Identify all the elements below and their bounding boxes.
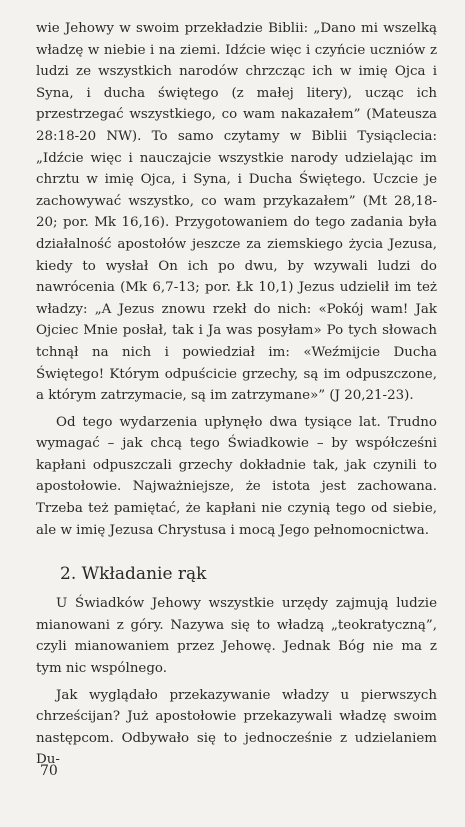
paragraph: Od tego wydarzenia upłynęło dwa tysiące lat. Trudno wymagać – jak chcą tego Świadkowie – by współcześni kapłani odpuszczali grzechy dokładnie tak, jak czynili to apostołowie. Najważniejsze, że istota jest zachowana. Trzeba też pamiętać, że kapłani nie czynią tego od siebie, ale w imię Jezusa Chrystusa i mocą Jego pełnomocnictwa. [36,414,437,538]
page-number: 70 [40,763,58,779]
paragraph: Jak wyglądało przekazywanie władzy u pierwszych chrześcijan? Już apostołowie przekazywali władzę swoim następcom. Odbywało się to jednocześnie z udzielaniem Du- [36,687,437,768]
paragraph-continued: wie Jehowy w swoim przekładzie Biblii: „Dano mi wszelką władzę w niebie i na ziemi. Idźcie więc i czyńcie uczniów z ludzi ze wszystkich narodów chrzcząc ich w imię Ojca i Syna, i ducha świętego (z małej litery), ucząc ich przestrzegać wszystkiego, co wam nakazałem” (Mateusza 28:18-20 NW). To samo czytamy w Biblii Tysiąclecia: „Idźcie więc i nauczajcie wszystkie narody udzielając im chrztu w imię Ojca, i Syna, i Ducha Świętego. Uczcie je zachowywać wszystko, co wam przykazałem” (Mt 28,18-20; por. Mk 16,16). Przygotowaniem do tego zadania była działalność apostołów jeszcze za ziemskiego życia Jezusa, kiedy to wysłał On ich po dwu, by wzywali ludzi do nawrócenia (Mk 6,7-13; por. Łk 10,1) Jezus udzielił im też władzy: „A Jezus znowu rzekł do nich: «Pokój wam! Jak Ojciec Mnie posłał, tak i Ja was posyłam» Po tych słowach tchnął na nich i powiedział im: «Weźmijcie Ducha Świętego! Którym odpuścicie grzechy, są im odpuszczone, a którym zatrzymacie, są im zatrzymane»” (J 20,21-23). [36,21,437,404]
paragraph: U Świadków Jehowy wszystkie urzędy zajmują ludzie mianowani z góry. Nazywa się to władzą „teokratyczną”, czyli mianowaniem przez Jehowę. Jednak Bóg nie ma z tym nic wspólnego. [36,596,437,677]
section-heading: 2. Wkładanie rąk [60,564,207,585]
